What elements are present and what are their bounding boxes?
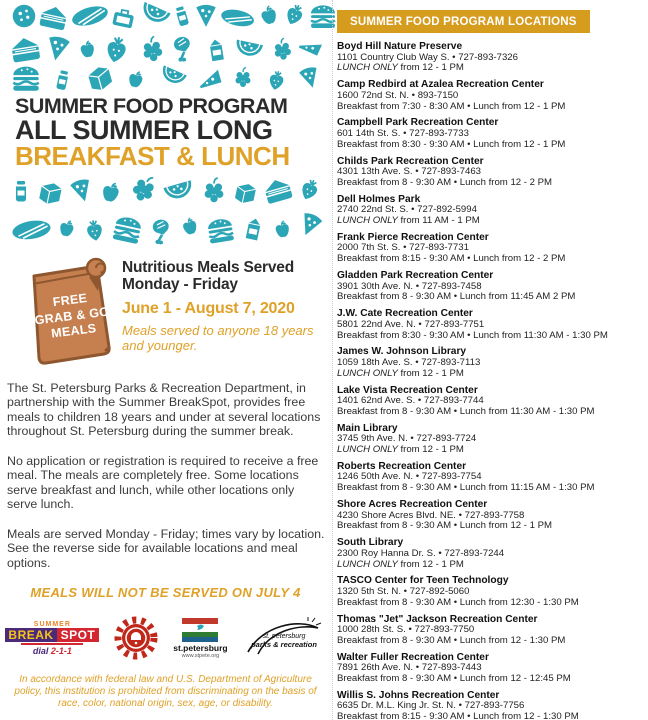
box-icon	[229, 176, 262, 209]
location-times-text: Breakfast from 8 - 9:30 AM • Lunch from 12 - 2 PM	[337, 176, 553, 188]
july-4-notice: MEALS WILL NOT BE SERVED ON JULY 4	[30, 585, 301, 601]
location-times	[337, 521, 644, 532]
location-times	[337, 102, 644, 113]
healthy-st-pete-logo	[113, 615, 159, 661]
location-times-text: from 11 AM - 1 PM	[400, 215, 480, 227]
paragraph-1: The St. Petersburg Parks & Recreation Department, in partnership with the Summer BreakSpot, provides free meals to children 18 years and under at several locations throughout St. Petersburg during the summer break.	[7, 380, 321, 439]
location-name: Boyd Hill Nature Preserve	[337, 41, 463, 52]
st-pete-flag-icon	[182, 618, 218, 642]
location-entry	[337, 308, 644, 341]
cookie-icon	[9, 1, 39, 31]
location-name: Shore Acres Recreation Center	[337, 499, 488, 511]
strawberry-icon	[293, 172, 327, 206]
location-entry	[337, 499, 644, 532]
location-address-text: 4230 Shore Acres Blvd. NE. • 727-893-7758	[337, 509, 525, 521]
title-line-2: ALL SUMMER LONG	[15, 115, 273, 146]
location-name: TASCO Center for Teen Technology	[337, 575, 509, 587]
location-address-text: 2300 Roy Hanna Dr. S. • 727-893-7244	[337, 547, 505, 559]
location-name: Frank Pierce Recreation Center	[337, 231, 489, 243]
location-address-text: 6635 Dr. M.L. King Jr. St. N. • 727-893-7756	[337, 700, 525, 712]
location-times-text: Breakfast from 8 - 9:30 AM • Lunch from 11:45 AM 2 PM	[337, 291, 576, 303]
location-address-text: 1320 5th St. N. • 727-892-5060	[337, 585, 470, 597]
strawberry-icon	[80, 215, 110, 245]
location-times	[337, 369, 644, 380]
apple-icon	[54, 216, 80, 242]
location-entry	[337, 385, 644, 418]
location-name: J.W. Cate Recreation Center	[337, 308, 473, 320]
location-name: Dell Holmes Park	[337, 193, 421, 205]
location-times	[337, 445, 644, 456]
cheese-icon	[193, 61, 225, 93]
location-times	[337, 331, 644, 342]
meals-served-heading-line2: Monday - Friday	[122, 276, 238, 294]
city-of-st-petersburg-logo	[173, 618, 227, 659]
location-times-text: Breakfast from 8:30 - 9:30 AM • Lunch from 11:30 AM - 1:30 PM	[337, 329, 608, 341]
lunch-only-label: LUNCH ONLY	[337, 62, 401, 74]
milk-icon	[200, 33, 232, 65]
bottle-icon	[50, 66, 76, 92]
location-entry	[337, 117, 644, 150]
apple-icon	[75, 37, 100, 62]
location-times-text: Breakfast from 8 - 9:30 AM • Lunch from 12:30 - 1:30 PM	[337, 596, 579, 608]
location-times-text: Breakfast from 8:30 - 9:30 AM • Lunch from 12 - 1 PM	[337, 138, 566, 150]
location-times-text: Breakfast from 8 - 9:30 AM • Lunch from 12 - 1:30 PM	[337, 634, 566, 646]
cheese-icon	[295, 29, 327, 61]
location-address-text: 3901 30th Ave. N. • 727-893-7458	[337, 280, 482, 292]
grapes-icon	[267, 35, 297, 65]
watermelon-icon	[158, 170, 200, 212]
location-address-text: 1101 Country Club Way S. • 727-893-7326	[337, 51, 518, 63]
location-name: Childs Park Recreation Center	[337, 155, 484, 167]
location-address-text: 5801 22nd Ave. N. • 727-893-7751	[337, 318, 485, 330]
location-times	[337, 598, 644, 609]
location-name: Camp Redbird at Azalea Recreation Center	[337, 79, 544, 91]
location-times-text: Breakfast from 8:15 - 9:30 AM • Lunch from 12 - 1:30 PM	[337, 711, 579, 720]
location-times-text: Breakfast from 8 - 9:30 AM • Lunch from 12 - 12:45 PM	[337, 673, 571, 685]
stpete-city-label: st.petersburg	[173, 642, 228, 653]
location-name: James W. Johnson Library	[337, 346, 467, 358]
pizza-icon	[41, 32, 74, 65]
pizza-icon	[295, 63, 325, 93]
burger-icon	[202, 212, 239, 249]
location-entry	[337, 652, 644, 685]
food-icon-collage-top	[7, 0, 324, 93]
milk-icon	[237, 212, 270, 245]
box-icon	[33, 175, 69, 211]
location-address-text: 2740 22nd St. S. • 727-892-5994	[337, 204, 477, 216]
location-entry	[337, 79, 644, 112]
location-address-text: 1600 72nd St. N. • 893-7150	[337, 89, 459, 101]
location-times-text: Breakfast from 8 - 9:30 AM • Lunch from 12 - 1 PM	[337, 520, 553, 532]
parks-logo-city-text: st. petersburg	[262, 633, 305, 641]
location-times	[337, 712, 644, 720]
locations-header: SUMMER FOOD PROGRAM LOCATIONS	[337, 10, 590, 33]
apple-icon	[95, 178, 126, 209]
meals-served-heading	[122, 259, 327, 293]
title-line-3: BREAKFAST & LUNCH	[15, 140, 290, 171]
location-times-text: from 12 - 1 PM	[400, 558, 464, 570]
location-address-text: 4301 13th Ave. S. • 727-893-7463	[337, 166, 482, 178]
meals-info	[122, 259, 327, 353]
grapes-icon	[123, 168, 165, 210]
location-name: Roberts Recreation Center	[337, 460, 467, 472]
apple-icon	[270, 217, 295, 242]
location-entry	[337, 575, 644, 608]
apple-icon	[176, 213, 203, 240]
breakspot-break-label: BREAK	[5, 628, 56, 642]
description-paragraphs	[7, 381, 327, 571]
location-entry	[337, 194, 644, 227]
location-times	[337, 407, 644, 418]
location-times	[337, 178, 644, 189]
flyer-title	[15, 96, 324, 169]
lunch-only-label: LUNCH ONLY	[337, 558, 401, 570]
location-times	[337, 483, 644, 494]
right-column	[332, 0, 648, 720]
location-entry	[337, 690, 644, 720]
grapes-icon	[199, 176, 229, 206]
strawberry-icon	[262, 65, 290, 93]
location-times	[337, 674, 644, 685]
eligibility-note: Meals served to anyone 18 years and younger.	[122, 323, 314, 353]
location-address-text: 1000 28th St. S. • 727-893-7750	[337, 624, 475, 636]
lunch-only-label: LUNCH ONLY	[337, 367, 401, 379]
breakspot-dial-number: 2-1-1	[50, 645, 72, 656]
location-times	[337, 560, 644, 571]
location-times-text: from 12 - 1 PM	[400, 367, 464, 379]
location-name: Gladden Park Recreation Center	[337, 270, 494, 282]
breakspot-summer-label: SUMMER	[33, 620, 71, 628]
paragraph-2: No application or registration is required to receive a free meal. The meals are completely free. Some locations serve breakfast and lunch, while other locations only serve lunch.	[7, 453, 319, 512]
location-times	[337, 636, 644, 647]
location-times-text: Breakfast from 8 - 9:30 AM • Lunch from 11:30 AM - 1:30 PM	[337, 405, 595, 417]
parks-and-recreation-logo	[242, 616, 326, 660]
location-times-text: Breakfast from 7:30 - 8:30 AM • Lunch from 12 - 1 PM	[337, 100, 566, 112]
breakspot-spot-label: SPOT	[57, 628, 100, 642]
paragraph-3: Meals are served Monday - Friday; times vary by location. See the reverse side for available locations and meal options.	[7, 526, 325, 570]
bag-text-line-2: GRAB & GO	[33, 304, 110, 328]
location-entry	[337, 423, 644, 456]
grapes-icon	[231, 66, 255, 90]
burger-icon	[107, 209, 147, 249]
location-address-text: 3745 9th Ave. N. • 727-893-7724	[337, 433, 477, 445]
pizza-icon	[66, 175, 98, 207]
lunch-only-label: LUNCH ONLY	[337, 444, 401, 456]
bottle-icon	[9, 179, 33, 203]
program-dates: June 1 - August 7, 2020	[122, 300, 295, 318]
food-icon-collage-middle	[7, 173, 324, 245]
locations-list	[335, 41, 644, 720]
location-times	[337, 216, 644, 227]
partner-logos	[7, 612, 324, 664]
bag-text-line-3: MEALS	[50, 321, 98, 341]
location-times	[337, 140, 644, 151]
location-name: Willis S. Johns Recreation Center	[337, 689, 500, 701]
sub-icon	[6, 205, 56, 255]
location-entry	[337, 232, 644, 265]
meals-served-heading-line1: Nutritious Meals Served	[122, 258, 294, 276]
pizza-icon	[293, 208, 327, 242]
location-entry	[337, 537, 644, 570]
location-times-text: from 12 - 1 PM	[400, 62, 464, 74]
bag-text	[30, 288, 113, 344]
location-name: Campbell Park Recreation Center	[337, 117, 499, 129]
summer-breakspot-logo	[5, 621, 99, 656]
location-entry	[337, 156, 644, 189]
usda-disclaimer: In accordance with federal law and U.S. Department of Agriculture policy, this institution is prohibited from discriminating on the basis of race, color, national origin, sex, age, or disability.	[14, 674, 317, 710]
sandwich-icon	[259, 172, 296, 209]
location-name: Walter Fuller Recreation Center	[337, 651, 489, 663]
paper-bag-icon	[19, 251, 115, 369]
lunch-only-label: LUNCH ONLY	[337, 215, 401, 227]
stpete-url-label: www.stpete.org	[181, 652, 220, 659]
sandwich-icon	[7, 31, 44, 68]
location-address-text: 1246 50th Ave. N. • 727-893-7754	[337, 471, 482, 483]
location-times	[337, 254, 644, 265]
grab-and-go-section	[7, 251, 324, 371]
watermelon-icon	[230, 29, 268, 67]
pizza-icon	[193, 3, 219, 29]
location-times	[337, 292, 644, 303]
bag-text-line-1: FREE	[51, 291, 88, 310]
location-address-text: 2000 7th St. S. • 727-893-7731	[337, 242, 469, 254]
location-times-text: Breakfast from 8:15 - 9:30 AM • Lunch from 12 - 2 PM	[337, 253, 566, 265]
location-entry	[337, 461, 644, 494]
parks-logo-dept-text: parks & recreation	[250, 640, 317, 650]
location-address-text: 1059 18th Ave. S. • 727-893-7113	[337, 356, 481, 368]
location-entry	[337, 614, 644, 647]
location-times-text: Breakfast from 8 - 9:30 AM • Lunch from 11:15 AM - 1:30 PM	[337, 482, 595, 494]
location-times	[337, 63, 644, 74]
drumstick-icon	[146, 214, 178, 246]
location-address-text: 1401 62nd Ave. S. • 727-893-7744	[337, 395, 484, 407]
location-entry	[337, 41, 644, 74]
location-name: Main Library	[337, 422, 398, 434]
location-times-text: from 12 - 1 PM	[400, 444, 464, 456]
location-address-text: 7891 26th Ave. N. • 727-893-7443	[337, 662, 482, 674]
location-name: Lake Vista Recreation Center	[337, 384, 478, 396]
location-entry	[337, 270, 644, 303]
location-name: Thomas "Jet" Jackson Recreation Center	[337, 613, 538, 625]
breakspot-dial-label: dial	[32, 645, 51, 656]
location-name: South Library	[337, 537, 404, 549]
title-line-1: SUMMER FOOD PROGRAM	[15, 94, 288, 118]
location-address-text: 601 14th St. S. • 727-893-7733	[337, 127, 469, 139]
location-entry	[337, 346, 644, 379]
breakspot-url-bar	[21, 643, 83, 645]
apple-icon	[123, 66, 149, 92]
